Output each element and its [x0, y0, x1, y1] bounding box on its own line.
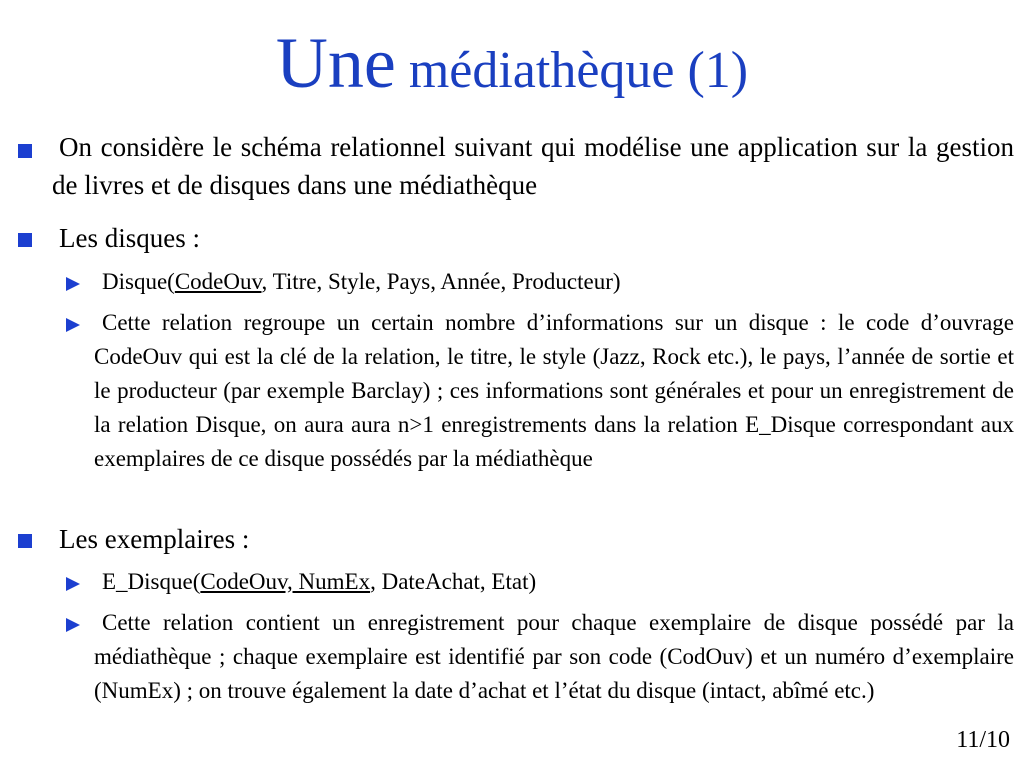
schema-key: CodeOuv [174, 269, 262, 294]
schema-key: CodeOuv, NumEx [200, 569, 371, 594]
disques-heading: Les disques : [59, 223, 200, 253]
schema-rest: , Titre, Style, Pays, Année, Producteur) [261, 269, 621, 294]
title-part2: médiathèque (1) [395, 42, 749, 99]
edisque-schema [94, 565, 1014, 599]
schema-rest: , DateAchat, Etat) [370, 569, 537, 594]
square-bullet-icon [18, 534, 32, 548]
arrow-bullet-icon [66, 577, 80, 591]
title-part1: Une [275, 23, 396, 103]
intro-text: On considère le schéma relationnel suivant qui modélise une application sur la gestion de livres et de disques dans une médiathèque [52, 132, 1014, 200]
square-bullet-icon [18, 144, 32, 158]
edisque-description: Cette relation contient un enregistrement pour chaque exemplaire de disque possédé par la médiathèque ; chaque exemplaire est identifié par son code (CodOuv) et un numéro d’exemplaire (NumEx) ; on trouve également la date d’achat et l’état du disque (intact, abîmé etc.) [94, 610, 1014, 703]
schema-prefix: Disque( [102, 269, 175, 294]
page-number: 11/10 [956, 727, 1010, 753]
disque-description: Cette relation regroupe un certain nombre d’informations sur un disque : le code d’ouvrage CodeOuv qui est la clé de la relation, le titre, le style (Jazz, Rock etc.), le pays, l’année de sortie et le producteur (par exemple Barclay) ; ces informations sont générales et pour un enregistrement de la relation Disque, on aura aura n>1 enregistrements dans la relation E_Disque correspondant aux exemplaires de ce disque possédés par la médiathèque [94, 310, 1014, 471]
slide-title [0, 20, 1024, 114]
arrow-bullet-icon [66, 618, 80, 632]
arrow-bullet-icon [66, 277, 80, 291]
arrow-bullet-icon [66, 318, 80, 332]
exemplaires-heading: Les exemplaires : [59, 524, 250, 554]
schema-prefix: E_Disque( [102, 569, 201, 594]
disque-schema [94, 265, 1014, 299]
square-bullet-icon [18, 233, 32, 247]
